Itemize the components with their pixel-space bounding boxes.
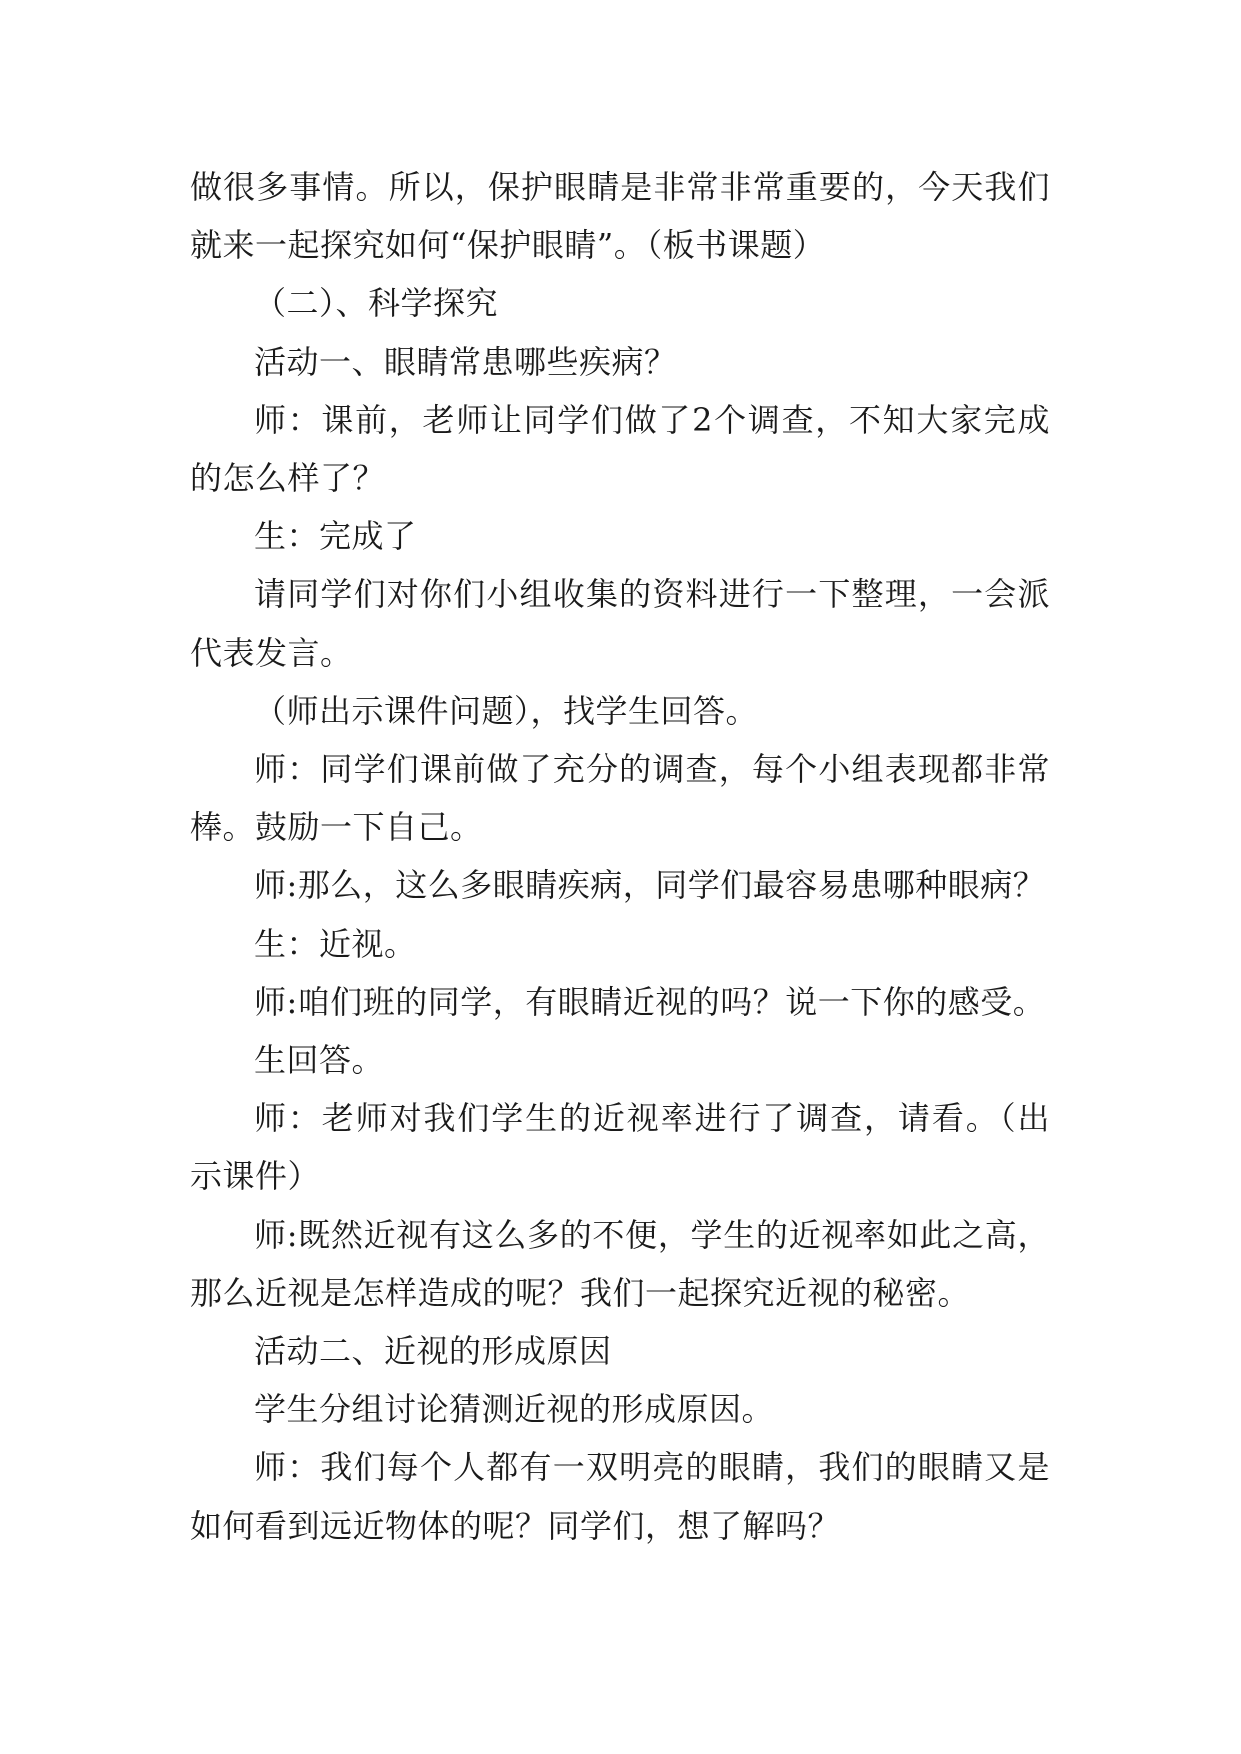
document-body [190,158,1050,1555]
activity-two-heading: 活动二、近视的形成原因 [254,1332,612,1371]
paragraph-teacher-cause: 师:既然近视有这么多的不便，学生的近视率如此之高，那么近视是怎样造成的呢？我们一起探究近视的秘密。 [190,1215,1050,1312]
paragraph-teacher-praise: 师：同学们课前做了充分的调查，每个小组表现都非常棒。鼓励一下自己。 [190,750,1050,847]
paragraph-show-courseware: （师出示课件问题），找学生回答。 [254,691,759,730]
paragraph-organize-materials: 请同学们对你们小组收集的资料进行一下整理，一会派代表发言。 [190,575,1050,672]
paragraph-student-answer: 生回答。 [254,1041,385,1080]
section-heading-scientific-inquiry: （二）、科学探究 [254,284,499,323]
paragraph-student-done: 生：完成了 [254,517,417,556]
paragraph-group-discussion: 学生分组讨论猜测近视的形成原因。 [254,1390,775,1429]
paragraph-teacher-survey: 师：课前，老师让同学们做了2个调查，不知大家完成的怎么样了？ [190,400,1050,498]
paragraph-student-myopia: 生：近视。 [254,924,417,963]
paragraph-teacher-eyes: 师：我们每个人都有一双明亮的眼睛，我们的眼睛又是如何看到远近物体的呢？同学们，想了解吗？ [190,1448,1050,1545]
paragraph-teacher-rate: 师：老师对我们学生的近视率进行了调查，请看。（出示课件） [190,1099,1050,1196]
paragraph-teacher-question: 师:那么，这么多眼睛疾病，同学们最容易患哪种眼病？ [254,866,1046,905]
paragraph-teacher-feelings: 师:咱们班的同学，有眼睛近视的吗？说一下你的感受。 [254,982,1046,1021]
paragraph-1: 做很多事情。所以，保护眼睛是非常非常重要的，今天我们就来一起探究如何“保护眼睛”。（板书课题） [190,168,1050,265]
activity-one-heading: 活动一、眼睛常患哪些疾病？ [254,342,677,381]
